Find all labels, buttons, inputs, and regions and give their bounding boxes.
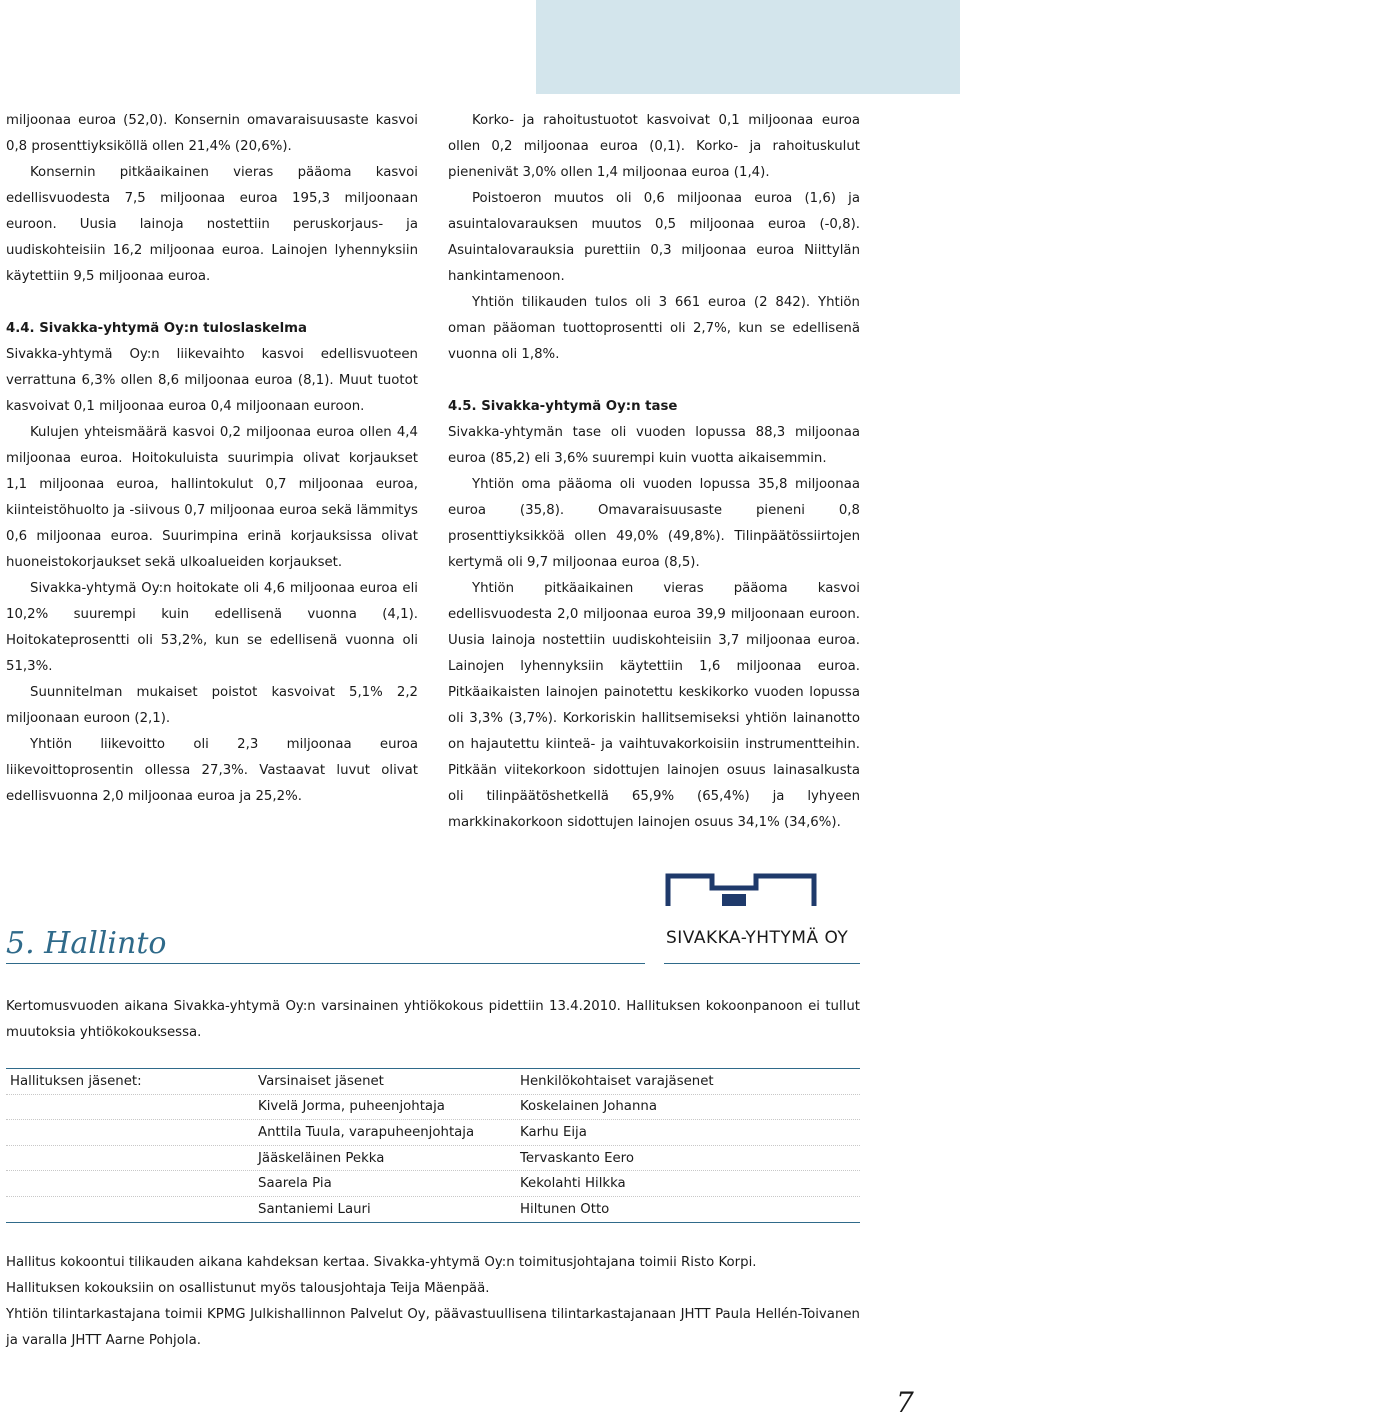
board-col-members-header: Varsinaiset jäsenet [258,1073,384,1089]
left-paragraph-1: miljoonaa euroa (52,0). Konsernin omavaraisuusaste kasvoi 0,8 prosenttiyksiköllä ollen 21,4% (20,6%). [6,113,418,154]
right-paragraph-5: Yhtiön oma pääoma oli vuoden lopussa 35,8 miljoonaa euroa (35,8). Omavaraisuusaste pieneni 0,8 prosenttiyksikköä ollen 49,0% (49,8%). Tilinpäätössiirtojen kertymä oli 9,7 miljoonaa euroa (8,5). [448,477,860,570]
left-paragraph-6: Suunnitelman mukaiset poistot kasvoivat 5,1% 2,2 miljoonaan euroon (2,1). [6,685,418,726]
company-logo-text: SIVAKKA-YHTYMÄ OY [666,928,849,948]
board-member: Saarela Pia [258,1176,332,1192]
board-member: Anttila Tuula, varapuheenjohtaja [258,1124,475,1140]
board-deputy: Kekolahti Hilkka [520,1176,626,1192]
footer-text [6,1250,860,1354]
board-member: Santaniemi Lauri [258,1201,371,1217]
right-paragraph-2: Poistoeron muutos oli 0,6 miljoonaa euroa (1,6) ja asuintalovarauksen muutos 0,5 miljoonaa euroa (-0,8). Asuintalovarauksia purettiin 0,3 miljoonaa euroa Niittylän hankintamenoon. [448,191,860,284]
right-paragraph-1: Korko- ja rahoitustuotot kasvoivat 0,1 miljoonaa euroa ollen 0,2 miljoonaa euroa (0,1). Korko- ja rahoituskulut pienenivät 3,0% ollen 1,4 miljoonaa euroa (1,4). [448,113,860,180]
table-row [6,1197,860,1222]
board-header-row [6,1069,860,1095]
footer-line-2: Hallituksen kokouksiin on osallistunut myös talousjohtaja Teija Mäenpää. [6,1281,490,1296]
table-row [6,1146,860,1172]
left-paragraph-3: Sivakka-yhtymä Oy:n liikevaihto kasvoi edellisvuoteen verrattuna 6,3% ollen 8,6 miljoonaa euroa (8,1). Muut tuotot kasvoivat 0,1 miljoonaa euroa 0,4 miljoonaan euroon. [6,347,418,414]
board-col-deputies-header: Henkilökohtaiset varajäsenet [520,1073,714,1089]
footer-line-1: Hallitus kokoontui tilikauden aikana kahdeksan kertaa. Sivakka-yhtymä Oy:n toimitusjohtajana toimii Risto Korpi. [6,1255,757,1270]
right-paragraph-4: Sivakka-yhtymän tase oli vuoden lopussa 88,3 miljoonaa euroa (85,2) eli 3,6% suurempi kuin vuotta aikaisemmin. [448,425,860,466]
section-4-4-heading: 4.4. Sivakka-yhtymä Oy:n tuloslaskelma [6,321,307,336]
board-member: Jääskeläinen Pekka [258,1150,385,1166]
left-paragraph-4: Kulujen yhteismäärä kasvoi 0,2 miljoonaa euroa ollen 4,4 miljoonaa euroa. Hoitokuluista suurimpia olivat korjaukset 1,1 miljoonaa euroa, hallintokulut 0,7 miljoonaa euroa, kiinteistöhuolto ja -siivous 0,7 miljoonaa euroa sekä lämmitys 0,6 miljoonaa euroa. Suurimpina erinä korjauksissa olivat huoneistokorjaukset sekä ulkoalueiden korjaukset. [6,425,418,570]
board-deputy: Hiltunen Otto [520,1201,610,1217]
header-tab [536,0,1390,94]
header-year: 2010 [1314,24,1390,59]
right-paragraph-6: Yhtiön pitkäaikainen vieras pääoma kasvoi edellisvuodesta 2,0 miljoonaa euroa 39,9 miljoonaan euroon. Uusia lainoja nostettiin uudiskohteisiin 3,7 miljoonaa euroa. Lainojen lyhennyksiin käytettiin 1,6 miljoonaa euroa. Pitkäaikaisten lainojen painotettu keskikorko vuoden lopussa oli 3,3% (3,7%). Korkoriskin hallitsemiseksi yhtiön lainanotto on hajautettu kiinteä- ja vaihtuvakorkoisiin instrumentteihin. Pitkään viitekorkoon sidottujen lainojen osuus lainasalkusta oli tilinpäätöshetkellä 65,9% (65,4%) ja lyhyeen markkinakorkoon sidottujen lainojen osuus 34,1% (34,6%). [448,581,860,830]
table-row [6,1171,860,1197]
board-table [6,1068,860,1223]
section-5-intro: Kertomusvuoden aikana Sivakka-yhtymä Oy:n varsinainen yhtiökokous pidettiin 13.4.2010. Hallituksen kokoonpanoon ei tullut muutoksia yhtiökokouksessa. [6,999,860,1040]
header-title: Toimintakertomus ja tilinpäätös [1116,38,1321,53]
section-4-5-heading: 4.5. Sivakka-yhtymä Oy:n tase [448,399,678,414]
left-column [6,108,418,810]
left-paragraph-2: Konsernin pitkäaikainen vieras pääoma kasvoi edellisvuodesta 7,5 miljoonaa euroa 195,3 miljoonaan euroon. Uusia lainoja nostettiin peruskorjaus- ja uudiskohteisiin 16,2 miljoonaa euroa. Lainojen lyhennyksiin käytettiin 9,5 miljoonaa euroa. [6,165,418,284]
right-column [448,108,860,836]
left-paragraph-7: Yhtiön liikevoitto oli 2,3 miljoonaa euroa liikevoittoprosentin ollessa 27,3%. Vastaavat luvut olivat edellisvuonna 2,0 miljoonaa euroa ja 25,2%. [6,737,418,804]
board-member: Kivelä Jorma, puheenjohtaja [258,1099,445,1115]
page-number: 7 [896,1386,914,1419]
board-deputy: Tervaskanto Eero [520,1150,634,1166]
table-row [6,1120,860,1146]
section-5-title: 5. Hallinto [6,926,167,961]
right-paragraph-3: Yhtiön tilikauden tulos oli 3 661 euroa (2 842). Yhtiön oman pääoman tuottoprosentti oli 2,7%, kun se edellisenä vuonna oli 1,8%. [448,295,860,362]
board-deputy: Koskelainen Johanna [520,1099,657,1115]
board-deputy: Karhu Eija [520,1124,587,1140]
section-divider [6,963,645,964]
left-paragraph-5: Sivakka-yhtymä Oy:n hoitokate oli 4,6 miljoonaa euroa eli 10,2% suurempi kuin edellisenä vuonna (4,1). Hoitokateprosentti oli 53,2%, kun se edellisenä vuonna oli 51,3%. [6,581,418,674]
board-label: Hallituksen jäsenet: [10,1073,142,1089]
footer-line-3: Yhtiön tilintarkastajana toimii KPMG Julkishallinnon Palvelut Oy, päävastuullisena tilintarkastajanaan JHTT Paula Hellén-Toivanen ja varalla JHTT Aarne Pohjola. [6,1307,860,1348]
logo-divider [664,963,860,964]
table-row [6,1095,860,1121]
